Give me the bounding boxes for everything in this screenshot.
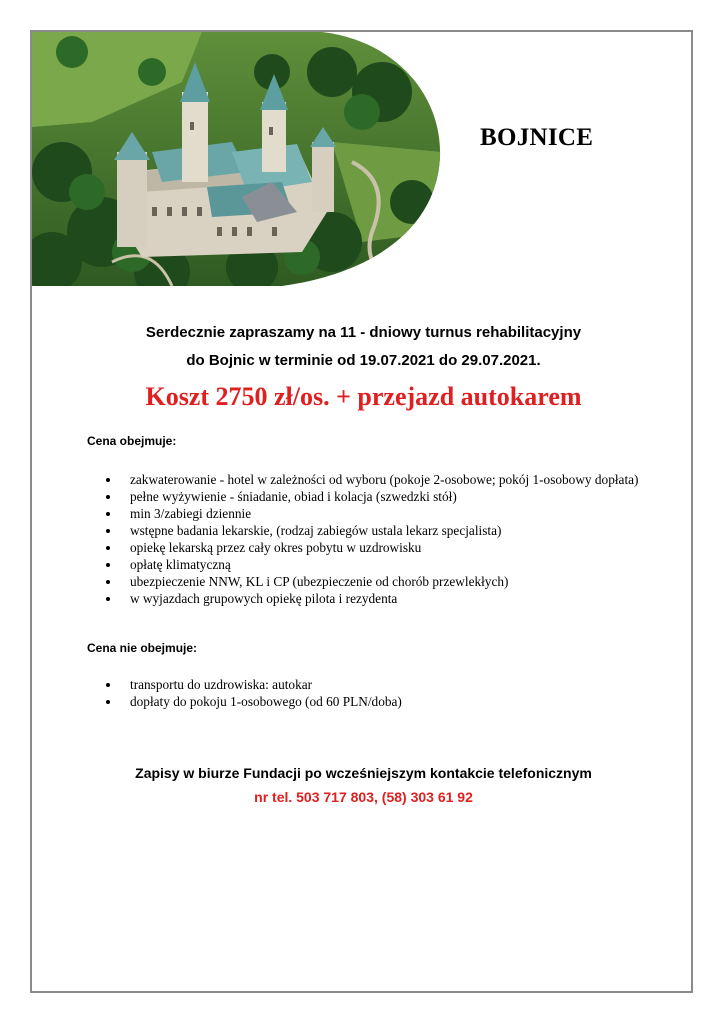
document-page (30, 30, 693, 993)
excluded-label: Cena nie obejmuje: (87, 641, 198, 655)
list-item: wstępne badania lekarskie, (rodzaj zabiegów ustala lekarz specjalista) (101, 522, 650, 539)
intro-text (32, 319, 693, 375)
castle-photo (32, 32, 442, 286)
cost-heading: Koszt 2750 zł/os. + przejazd autokarem (145, 382, 582, 411)
included-label: Cena obejmuje: (87, 434, 177, 448)
page-title: BOJNICE (480, 124, 594, 151)
signup-text: Zapisy w biurze Fundacji po wcześniejszym kontakcie telefonicznym (135, 765, 592, 781)
intro-line-2: do Bojnic w terminie od 19.07.2021 do 29.07.2021. (186, 352, 541, 369)
list-item: w wyjazdach grupowych opiekę pilota i rezydenta (101, 590, 650, 607)
intro-line-1: Serdecznie zapraszamy na 11 - dniowy turnus rehabilitacyjny (145, 324, 582, 341)
list-item: opłatę klimatyczną (101, 556, 650, 573)
list-item: min 3/zabiegi dziennie (101, 505, 650, 522)
list-item: dopłaty do pokoju 1-osobowego (od 60 PLN/doba) (101, 693, 650, 710)
list-item: ubezpieczenie NNW, KL i CP (ubezpieczenie od chorób przewlekłych) (101, 573, 650, 590)
list-item: opiekę lekarską przez cały okres pobytu w uzdrowisku (101, 539, 650, 556)
included-list (101, 471, 650, 607)
list-item: zakwaterowanie - hotel w zależności od wyboru (pokoje 2-osobowe; pokój 1-osobowy dopłata) (101, 471, 650, 488)
list-item: transportu do uzdrowiska: autokar (101, 676, 650, 693)
castle-photo-image (32, 32, 442, 286)
excluded-list (101, 676, 650, 710)
list-item: pełne wyżywienie - śniadanie, obiad i kolacja (szwedzki stół) (101, 488, 650, 505)
phone-number: nr tel. 503 717 803, (58) 303 61 92 (254, 789, 473, 805)
